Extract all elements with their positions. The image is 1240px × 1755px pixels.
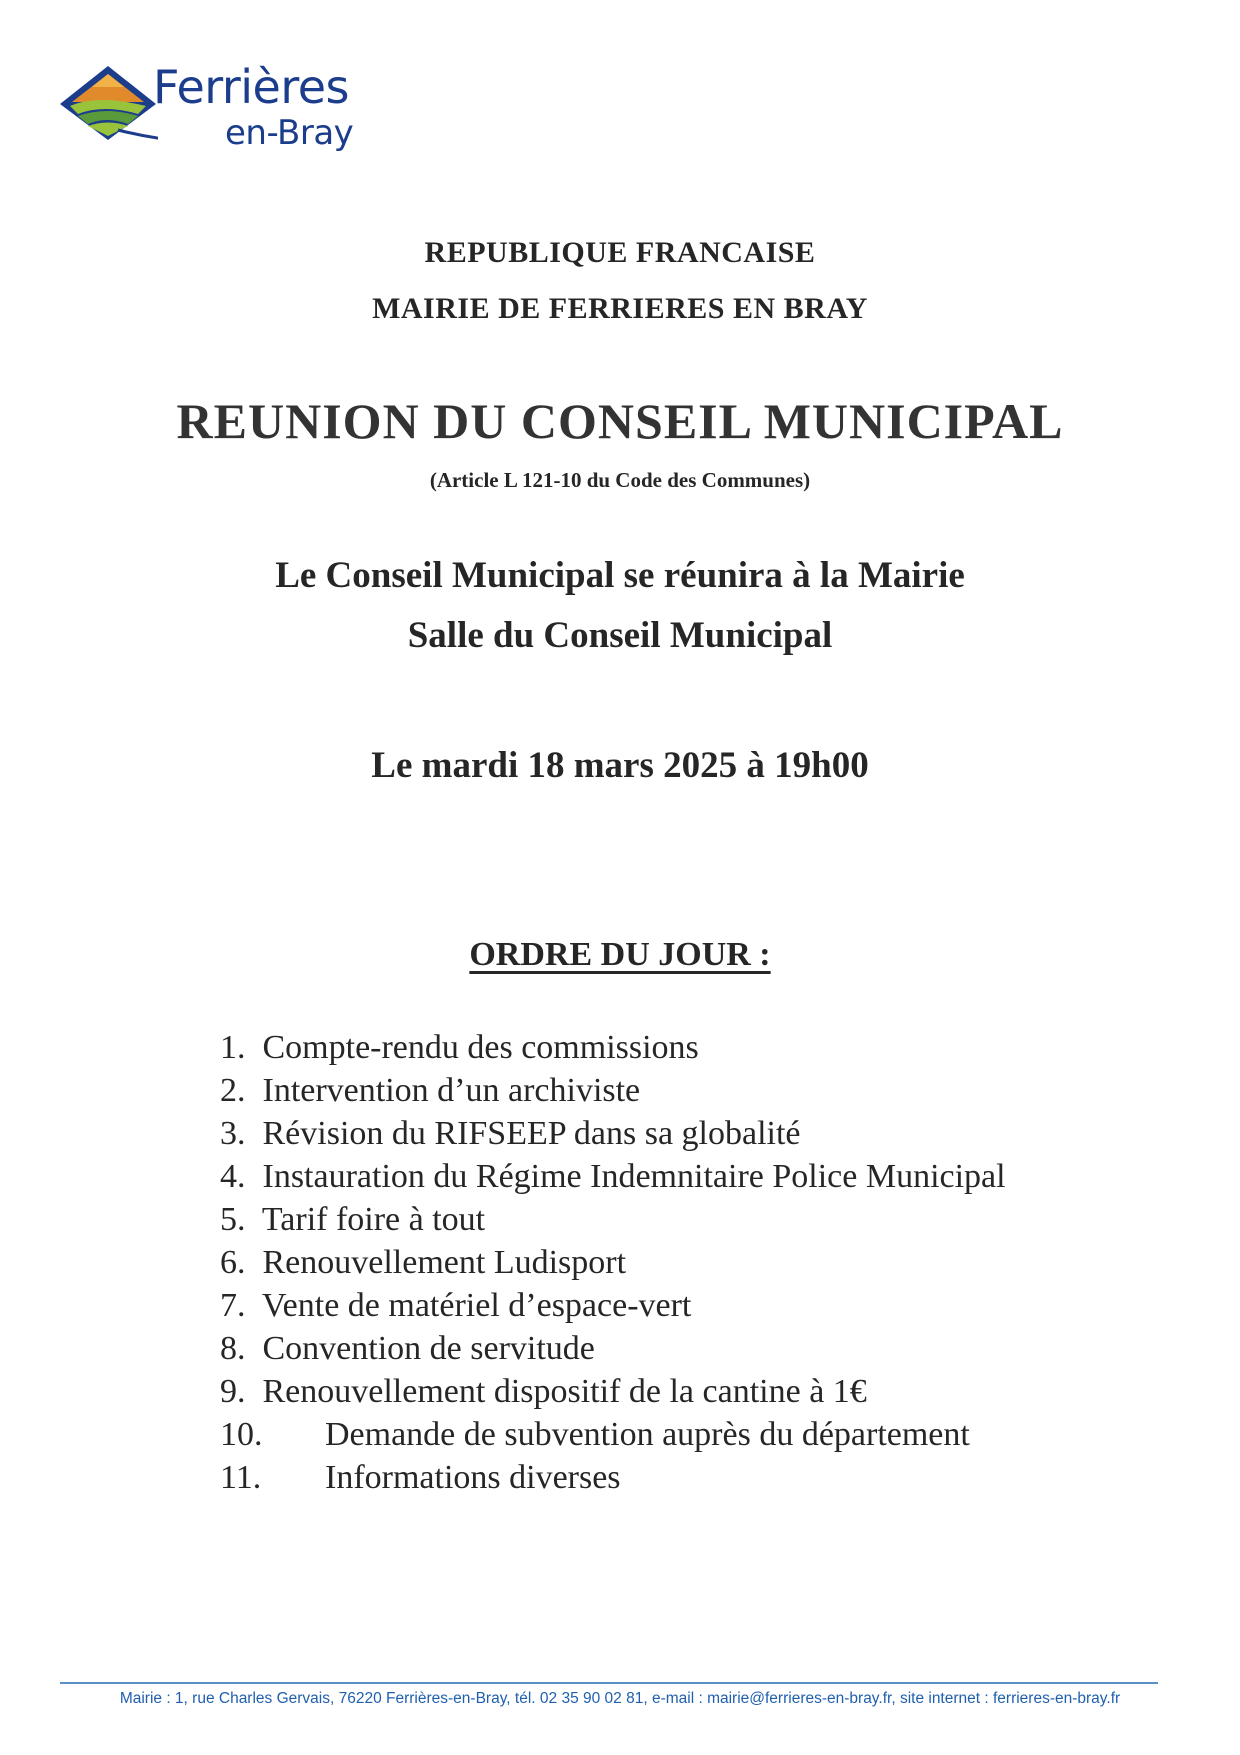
list-item (220, 1327, 1006, 1370)
item-text: Tarif foire à tout (261, 1201, 486, 1238)
item-text: Informations diverses (325, 1459, 621, 1496)
item-text: Convention de servitude (262, 1330, 595, 1367)
item-text: Intervention d’un archiviste (262, 1072, 641, 1109)
item-text: Compte-rendu des commissions (262, 1029, 699, 1066)
item-text: Renouvellement dispositif de la cantine à 1€ (262, 1373, 867, 1410)
item-number: 8. (220, 1330, 246, 1367)
item-text: Vente de matériel d’espace-vert (261, 1287, 692, 1324)
list-item (220, 1069, 1006, 1112)
item-text: Instauration du Régime Indemnitaire Police Municipal (262, 1158, 1006, 1195)
list-item (220, 1112, 1006, 1155)
item-text: Révision du RIFSEEP dans sa globalité (262, 1115, 801, 1152)
list-item (220, 1456, 1006, 1499)
item-number: 3. (220, 1115, 246, 1152)
meeting-room-line: Salle du Conseil Municipal (407, 615, 833, 656)
list-item (220, 1370, 1006, 1413)
item-number: 7. (220, 1287, 246, 1324)
logo-text-en-bray: en-Bray (225, 113, 354, 153)
mairie-heading: MAIRIE DE FERRIERES EN BRAY (372, 292, 868, 325)
list-item (220, 1026, 1006, 1069)
meeting-location-line: Le Conseil Municipal se réunira à la Mairie (275, 555, 965, 596)
list-item (220, 1241, 1006, 1284)
footer-divider (60, 1682, 1158, 1684)
agenda-list (220, 1026, 1006, 1499)
list-item (220, 1155, 1006, 1198)
republique-heading: REPUBLIQUE FRANCAISE (424, 236, 816, 269)
item-number: 6. (220, 1244, 246, 1281)
item-number: 2. (220, 1072, 246, 1109)
meeting-date: Le mardi 18 mars 2025 à 19h00 (371, 745, 869, 786)
agenda-heading: ORDRE DU JOUR : (469, 936, 771, 973)
item-number: 10. (220, 1416, 263, 1453)
item-number: 1. (220, 1029, 246, 1066)
logo-text-ferrieres: Ferrières (153, 60, 350, 114)
town-logo (58, 58, 378, 158)
landscape-emblem-icon (58, 64, 158, 142)
article-reference: (Article L 121-10 du Code des Communes) (429, 468, 811, 492)
item-number: 5. (220, 1201, 246, 1238)
item-number: 9. (220, 1373, 246, 1410)
item-text: Renouvellement Ludisport (262, 1244, 627, 1281)
page-title: REUNION DU CONSEIL MUNICIPAL (176, 393, 1064, 449)
list-item (220, 1284, 1006, 1327)
list-item (220, 1198, 1006, 1241)
footer-contact: Mairie : 1, rue Charles Gervais, 76220 Ferrières-en-Bray, tél. 02 35 90 02 81, e-mail : mairie@ferrieres-en-bray.fr, site internet : ferrieres-en-bray.fr (119, 1690, 1121, 1707)
item-number: 11. (220, 1459, 262, 1496)
item-number: 4. (220, 1158, 246, 1195)
list-item (220, 1413, 1006, 1456)
item-text: Demande de subvention auprès du département (325, 1416, 970, 1453)
